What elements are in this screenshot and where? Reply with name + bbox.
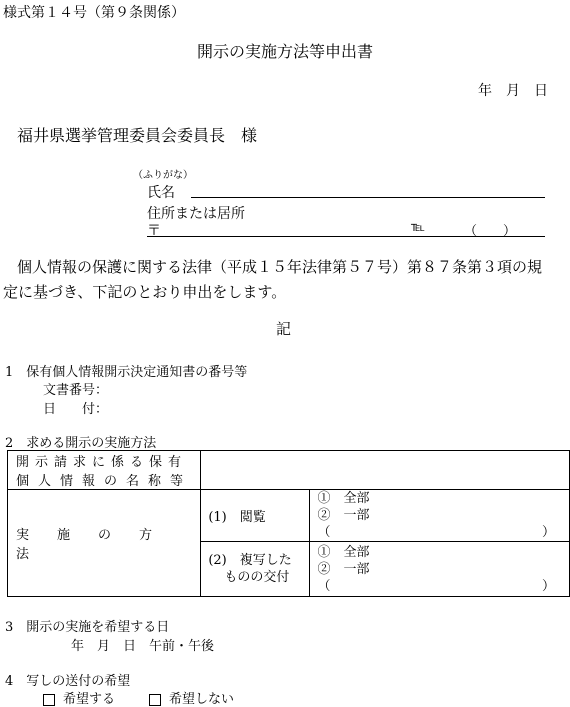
option-copy-label-cell [201,542,309,597]
desired-date-line[interactable]: 年 月 日 午前・午後 [71,639,215,654]
section1-heading: 1 保有個人情報開示決定通知書の番号等 [5,365,248,380]
postal-mark: 〒 [147,223,161,239]
page-title: 開示の実施方法等申出書 [196,42,373,61]
viewing-choice-part[interactable]: ② 一部 [317,508,370,523]
info-name-label-line2: 個人情報の名称等 [16,474,193,489]
address-field[interactable] [147,236,545,237]
form-number: 様式第１４号（第９条関係） [3,5,185,21]
tel-mark: ℡ [411,220,425,235]
viewing-choice-all[interactable]: ① 全部 [317,491,370,506]
doc-number-label: 文書番号： [43,383,109,398]
address-label: 住所または居所 [147,206,245,222]
date-line: 年 月 日 [478,83,548,99]
tel-paren: （ ） [464,224,517,239]
method-label: 実施の方法 [16,528,181,562]
copy-choice-part[interactable]: ② 一部 [317,561,370,577]
method-label-cell [8,490,201,597]
info-name-label-cell [8,451,201,490]
mailing-option-no[interactable]: 希望しない [149,688,234,707]
notice-date-label: 日 付： [43,402,109,417]
body-text-line2: 定に基づき、下記のとおり申出をします。 [3,283,287,301]
viewing-part-detail[interactable]: （ ） [317,525,555,540]
method-table [7,450,570,597]
checkbox-icon[interactable] [43,694,55,706]
name-field[interactable] [191,197,545,198]
section4-heading: 4 写しの送付の希望 [5,674,131,689]
info-name-field[interactable] [201,451,570,490]
info-name-label-line1: 開示請求に係る保有 [16,455,188,470]
name-label: 氏名 [147,185,175,201]
option-copy-label-line2: ものの交付 [224,570,290,585]
viewing-choices [309,490,569,542]
section3-heading: 3 開示の実施を希望する日 [5,620,170,635]
copy-choice-all[interactable]: ① 全部 [317,544,370,560]
copy-choices [309,542,569,597]
checkbox-icon[interactable] [149,694,161,706]
option-copy-label-line1: (2) 複写した [208,553,292,568]
option-viewing-label: (1) 閲覧 [201,490,309,542]
body-text-line1: 個人情報の保護に関する法律（平成１５年法律第５７号）第８７条第３項の規 [17,258,543,276]
section2-heading: 2 求める開示の実施方法 [5,436,157,451]
mailing-option-yes[interactable]: 希望する [43,688,115,707]
copy-part-detail[interactable]: （ ） [317,578,555,594]
furigana-label: （ふりがな） [133,170,193,181]
ki-heading: 記 [276,320,292,338]
addressee: 福井県選挙管理委員会委員長 様 [17,126,258,145]
